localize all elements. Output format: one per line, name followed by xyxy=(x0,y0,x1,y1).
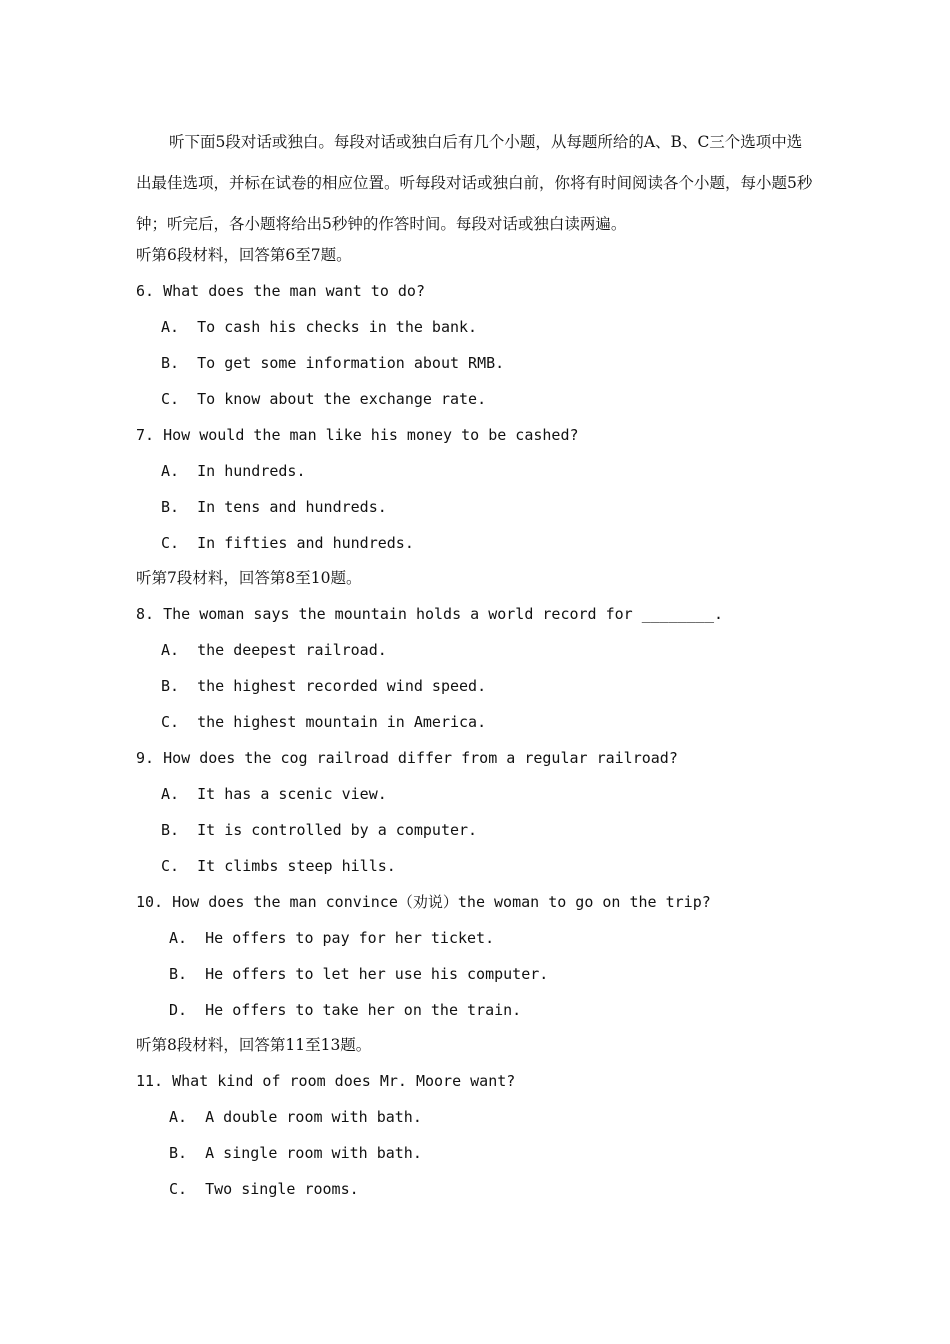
question-6-option-c: C. To know about the exchange rate. xyxy=(161,390,487,408)
question-6-stem: 6. What does the man want to do? xyxy=(136,282,425,300)
question-6-option-b: B. To get some information about RMB. xyxy=(161,354,505,372)
question-7-option-c: C. In fifties and hundreds. xyxy=(161,534,414,552)
question-8-option-a: A. the deepest railroad. xyxy=(161,641,387,659)
instructions-paragraph: 听下面5段对话或独白。每段对话或独白后有几个小题，从每题所给的A、B、C三个选项中选出最佳选项，并标在试卷的相应位置。听每段对话或独白前，你将有时间阅读各个小题，每小题5秒钟；听完后，各小题将给出5秒钟的作答时间。每段对话或独白读两遍。 xyxy=(136,133,813,233)
question-11-option-a: A. A double room with bath. xyxy=(169,1108,422,1126)
question-8-option-c: C. the highest mountain in America. xyxy=(161,713,487,731)
question-10-option-a: A. He offers to pay for her ticket. xyxy=(169,929,495,947)
question-9-stem: 9. How does the cog railroad differ from a regular railroad? xyxy=(136,749,678,767)
question-11-stem: 11. What kind of room does Mr. Moore want? xyxy=(136,1072,516,1090)
question-8-option-b: B. the highest recorded wind speed. xyxy=(161,677,487,695)
question-9-option-c: C. It climbs steep hills. xyxy=(161,857,396,875)
question-9-option-b: B. It is controlled by a computer. xyxy=(161,821,478,839)
question-10-stem: 10. How does the man convince（劝说）the woman to go on the trip? xyxy=(136,893,711,911)
question-10-option-d: D. He offers to take her on the train. xyxy=(169,1001,522,1019)
section-6-heading: 听第6段材料，回答第6至7题。 xyxy=(136,246,352,264)
question-7-option-b: B. In tens and hundreds. xyxy=(161,498,387,516)
question-11-option-b: B. A single room with bath. xyxy=(169,1144,422,1162)
question-9-option-a: A. It has a scenic view. xyxy=(161,785,387,803)
question-10-option-b: B. He offers to let her use his computer. xyxy=(169,965,549,983)
section-8-heading: 听第8段材料，回答第11至13题。 xyxy=(136,1036,372,1054)
question-6-option-a: A. To cash his checks in the bank. xyxy=(161,318,478,336)
question-8-stem: 8. The woman says the mountain holds a world record for ________. xyxy=(136,605,723,623)
question-7-stem: 7. How would the man like his money to be cashed? xyxy=(136,426,579,444)
question-7-option-a: A. In hundreds. xyxy=(161,462,306,480)
question-11-option-c: C. Two single rooms. xyxy=(169,1180,359,1198)
section-7-heading: 听第7段材料，回答第8至10题。 xyxy=(136,569,362,587)
